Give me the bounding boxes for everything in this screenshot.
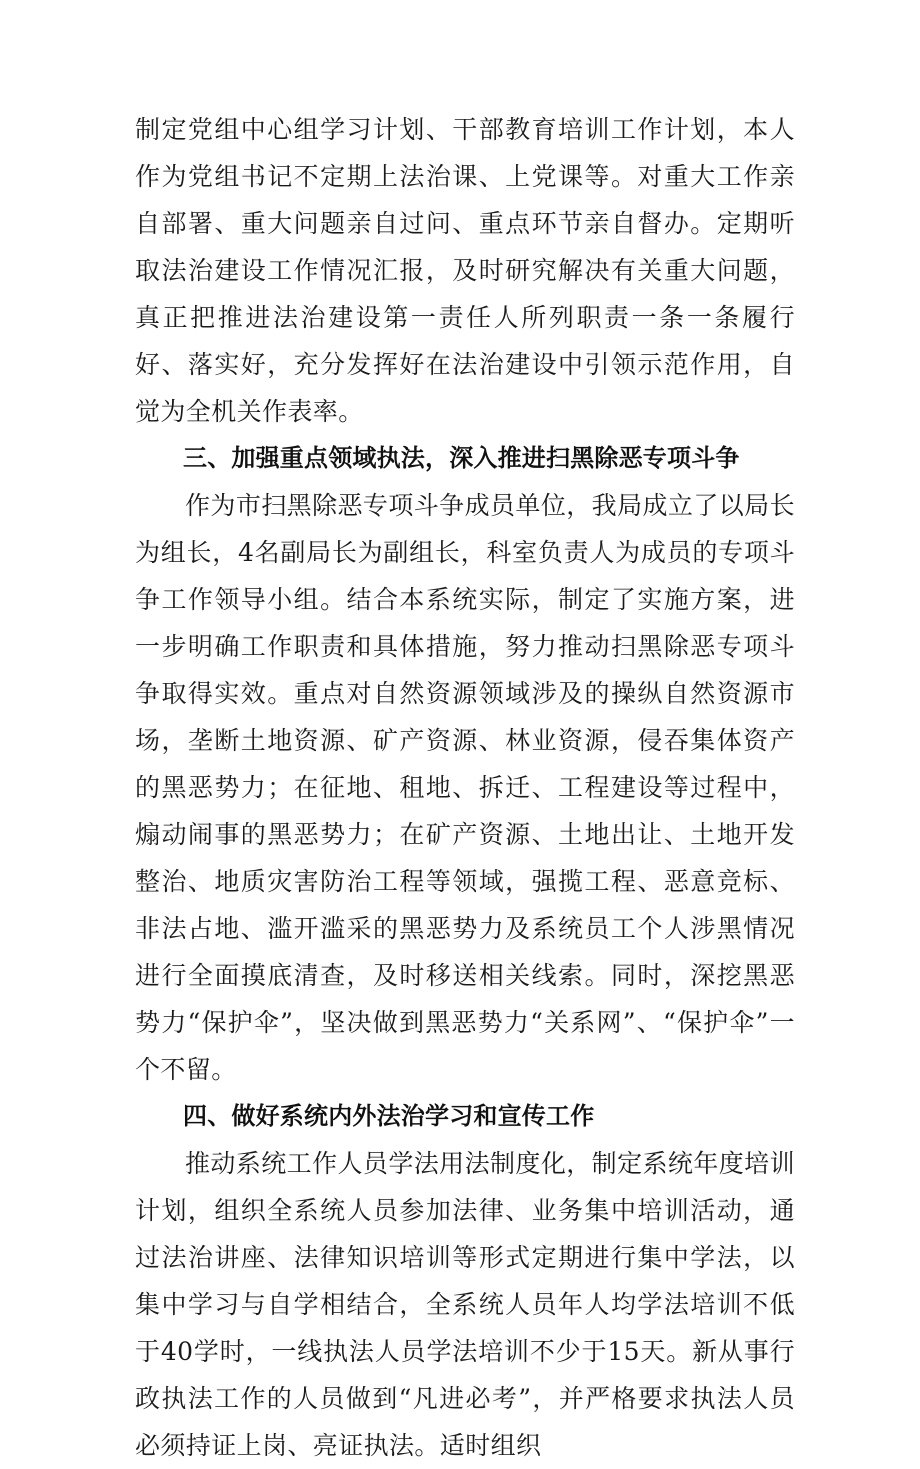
paragraph-anti-crime-campaign: 作为市扫黑除恶专项斗争成员单位，我局成立了以局长为组长，4名副局长为副组长，科室负责人为成员的专项斗争工作领导小组。结合本系统实际，制定了实施方案，进一步明确工作职责和具体措施，努力推动扫黑除恶专项斗争取得实效。重点对自然资源领域涉及的操纵自然资源市场，垄断土地资源、矿产资源、林业资源，侵吞集体资产的黑恶势力；在征地、租地、拆迁、工程建设等过程中，煽动闹事的黑恶势力；在矿产资源、土地出让、土地开发整治、地质灾害防治工程等领域，强揽工程、恶意竞标、非法占地、滥开滥采的黑恶势力及系统员工个人涉黑情况进行全面摸底清查，及时移送相关线索。同时，深挖黑恶势力“保护伞”，坚决做到黑恶势力“关系网”、“保护伞”一个不留。 — [135, 491, 795, 1084]
section-heading-3: 三、加强重点领域执法，深入推进扫黑除恶专项斗争 — [183, 444, 740, 472]
paragraph-duty-fulfillment: 制定党组中心组学习计划、干部教育培训工作计划，本人作为党组书记不定期上法治课、上党课等。对重大工作亲自部署、重大问题亲自过问、重点环节亲自督办。定期听取法治建设工作情况汇报，及时研究解决有关重大问题，真正把推进法治建设第一责任人所列职责一条一条履行好、落实好，充分发挥好在法治建设中引领示范作用，自觉为全机关作表率。 — [135, 115, 795, 426]
section-heading-4: 四、做好系统内外法治学习和宣传工作 — [183, 1102, 595, 1130]
document-body — [135, 106, 795, 1469]
paragraph-legal-training: 推动系统工作人员学法用法制度化，制定系统年度培训计划，组织全系统人员参加法律、业务集中培训活动，通过法治讲座、法律知识培训等形式定期进行集中学法，以集中学习与自学相结合，全系统人员年人均学法培训不低于40学时，一线执法人员学法培训不少于15天。新从事行政执法工作的人员做到“凡进必考”，并严格要求执法人员必须持证上岗、亮证执法。适时组织 — [135, 1149, 795, 1460]
